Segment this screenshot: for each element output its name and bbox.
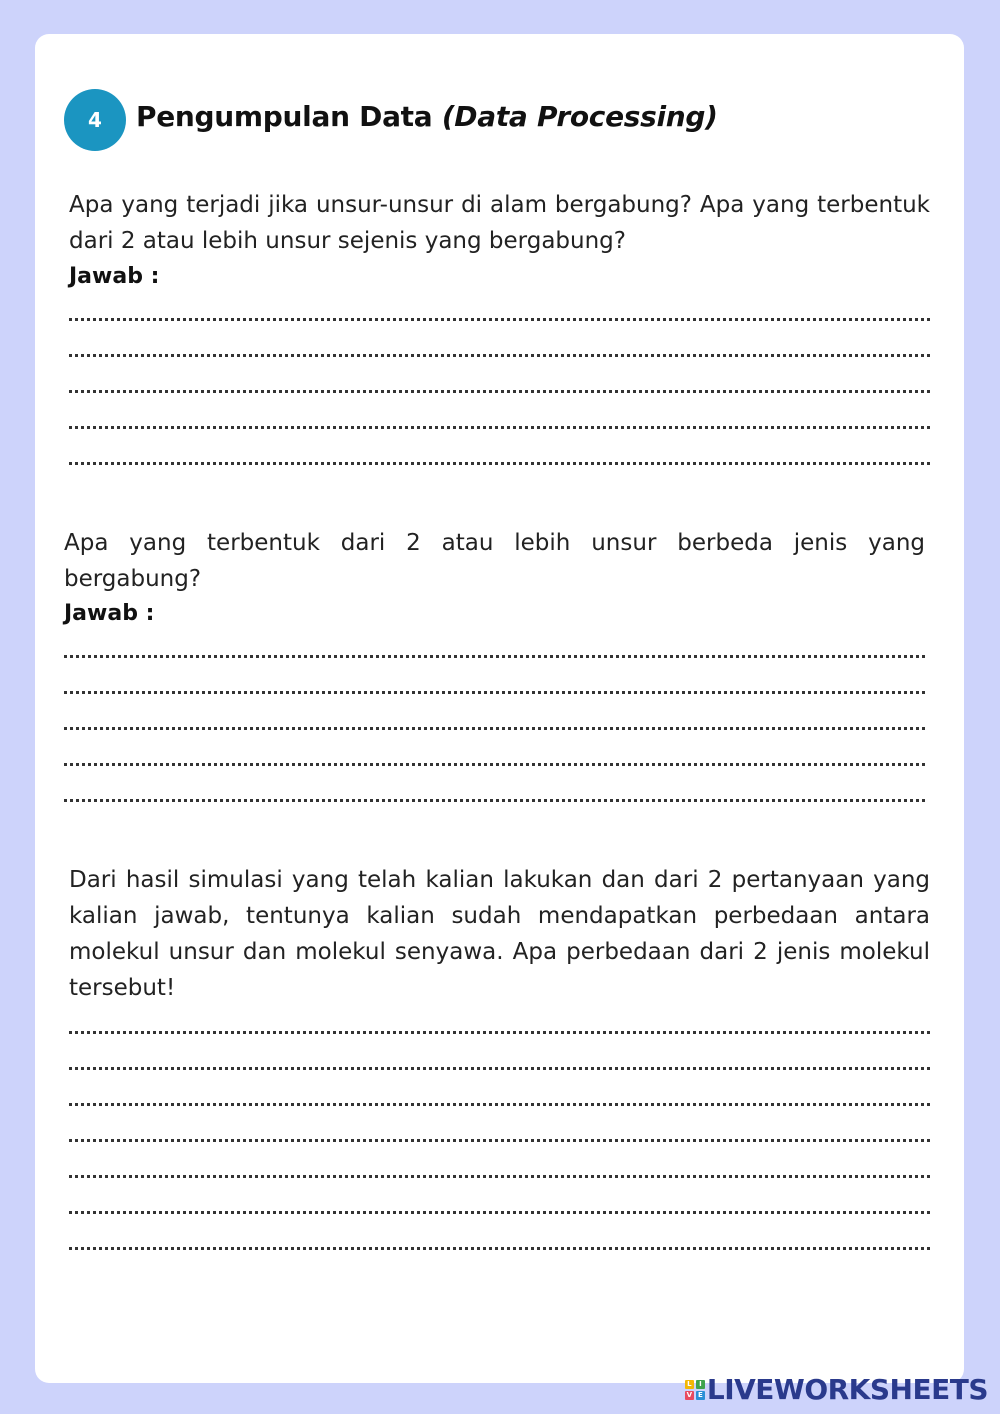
answer-line[interactable]: [69, 295, 930, 331]
answer-line[interactable]: [69, 1080, 930, 1116]
logo-letter: V: [686, 1390, 693, 1399]
answer-line[interactable]: [64, 668, 925, 704]
answer-line[interactable]: [69, 403, 930, 439]
answer-line[interactable]: [69, 1152, 930, 1188]
logo-letter: I: [696, 1380, 705, 1389]
answer-line[interactable]: [69, 1044, 930, 1080]
question-1-answer-area[interactable]: [69, 295, 930, 475]
question-1-answer-label: Jawab :: [69, 264, 160, 289]
question-3-answer-area[interactable]: [69, 1008, 930, 1260]
answer-line[interactable]: [69, 1116, 930, 1152]
answer-line[interactable]: [64, 704, 925, 740]
answer-line[interactable]: [64, 776, 925, 812]
answer-line[interactable]: [64, 740, 925, 776]
answer-line[interactable]: [69, 1188, 930, 1224]
question-2-answer-label: Jawab :: [64, 601, 155, 626]
answer-line[interactable]: [69, 439, 930, 475]
section-subtitle: (Data Processing): [441, 100, 718, 133]
section-title: [136, 100, 718, 133]
logo-letter: L: [685, 1380, 694, 1389]
step-number-badge: 4: [64, 89, 126, 151]
question-3-text: Dari hasil simulasi yang telah kalian lakukan dan dari 2 pertanyaan yang kalian jawab, tentunya kalian sudah mendapatkan perbedaan antara molekul unsur dan molekul senyawa. Apa perbedaan dari 2 jenis molekul tersebut!: [69, 867, 930, 1001]
section-title-text: Pengumpulan Data: [136, 100, 442, 133]
answer-line[interactable]: [69, 331, 930, 367]
brand-name: LIVEWORKSHEETS: [706, 1373, 988, 1406]
answer-line[interactable]: [64, 632, 925, 668]
question-1-text: Apa yang terjadi jika unsur-unsur di alam bergabung? Apa yang terbentuk dari 2 atau lebih unsur sejenis yang bergabung?: [69, 192, 930, 254]
answer-line[interactable]: [69, 367, 930, 403]
question-2-answer-area[interactable]: [64, 632, 925, 812]
answer-line[interactable]: [69, 1224, 930, 1260]
question-2-text: Apa yang terbentuk dari 2 atau lebih unsur berbeda jenis yang bergabung?: [64, 530, 925, 592]
logo-letter: E: [696, 1391, 705, 1400]
answer-line[interactable]: [69, 1008, 930, 1044]
liveworksheets-logo-icon: [685, 1380, 705, 1400]
liveworksheets-brand[interactable]: [685, 1373, 988, 1406]
